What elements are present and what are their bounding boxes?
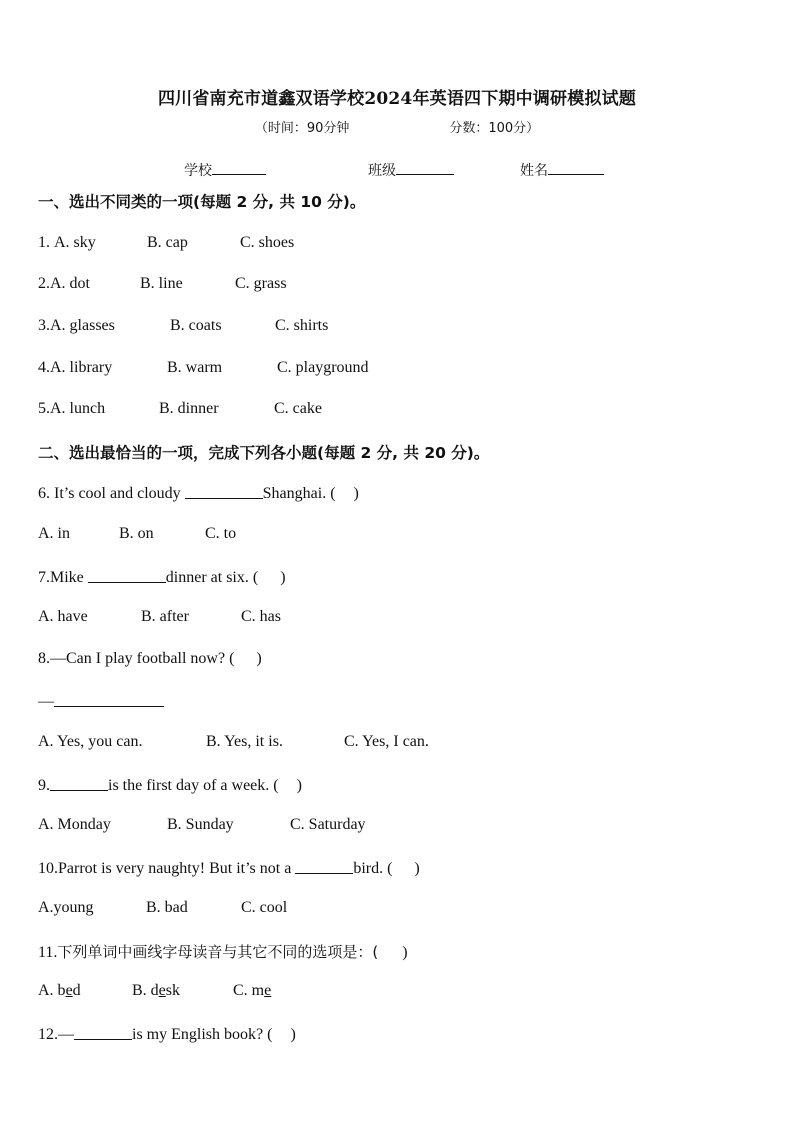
name-field: 姓名 <box>520 160 604 180</box>
question-9-options: A. Monday B. Sunday C. Saturday <box>38 816 366 833</box>
school-field: 学校 <box>184 160 266 180</box>
question-3: 3.A. glasses B. coats C. shirts <box>38 317 329 334</box>
answer-blank[interactable] <box>74 1024 132 1040</box>
class-blank[interactable] <box>396 160 454 175</box>
option-c: C. me <box>233 982 272 999</box>
question-7-options: A. have B. after C. has <box>38 608 281 625</box>
question-11: 11.下列单词中画线字母读音与其它不同的选项是：( ) <box>38 943 408 961</box>
class-field: 班级 <box>368 160 454 180</box>
time-limit: （时间：90分钟 <box>254 121 350 136</box>
section1-heading: 一、选出不同类的一项(每题 2 分, 共 10 分)。 <box>38 193 366 211</box>
name-blank[interactable] <box>548 160 604 175</box>
question-4: 4.A. library B. warm C. playground <box>38 359 369 376</box>
answer-blank[interactable] <box>54 691 164 707</box>
option-a: A. bed <box>38 982 81 999</box>
question-10-options: A.young B. bad C. cool <box>38 899 288 916</box>
question-6-options: A. in B. on C. to <box>38 525 237 542</box>
total-score: 分数：100分） <box>449 121 540 136</box>
section2-heading: 二、选出最恰当的一项，完成下列各小题(每题 2 分, 共 20 分)。 <box>38 444 490 462</box>
question-8-options: A. Yes, you can. B. Yes, it is. C. Yes, I can. <box>38 733 429 750</box>
question-10: 10.Parrot is very naughty! But it’s not a bird. ( ) <box>38 860 420 877</box>
question-8: 8.—Can I play football now? ( ) <box>38 650 262 667</box>
question-9: 9. is the first day of a week. ( ) <box>38 777 302 794</box>
question-5: 5.A. lunch B. dinner C. cake <box>38 400 322 417</box>
exam-subtitle <box>0 117 794 136</box>
school-blank[interactable] <box>212 160 266 175</box>
answer-blank[interactable] <box>88 567 166 583</box>
question-8-reply: — <box>38 691 164 711</box>
question-12: 12.— is my English book? ( ) <box>38 1026 296 1043</box>
answer-blank[interactable] <box>50 775 108 791</box>
exam-title: 四川省南充市道鑫双语学校2024年英语四下期中调研模拟试题 <box>157 89 637 109</box>
question-11-options <box>38 982 271 1000</box>
answer-blank[interactable] <box>185 483 263 499</box>
answer-blank[interactable] <box>295 858 353 874</box>
question-1: 1. A. sky B. cap C. shoes <box>38 234 295 251</box>
question-7: 7.Mike dinner at six. ( ) <box>38 569 286 586</box>
option-b: B. desk <box>132 982 181 999</box>
question-2: 2.A. dot B. line C. grass <box>38 275 287 292</box>
question-6: 6. It’s cool and cloudy Shanghai. ( ) <box>38 485 359 502</box>
